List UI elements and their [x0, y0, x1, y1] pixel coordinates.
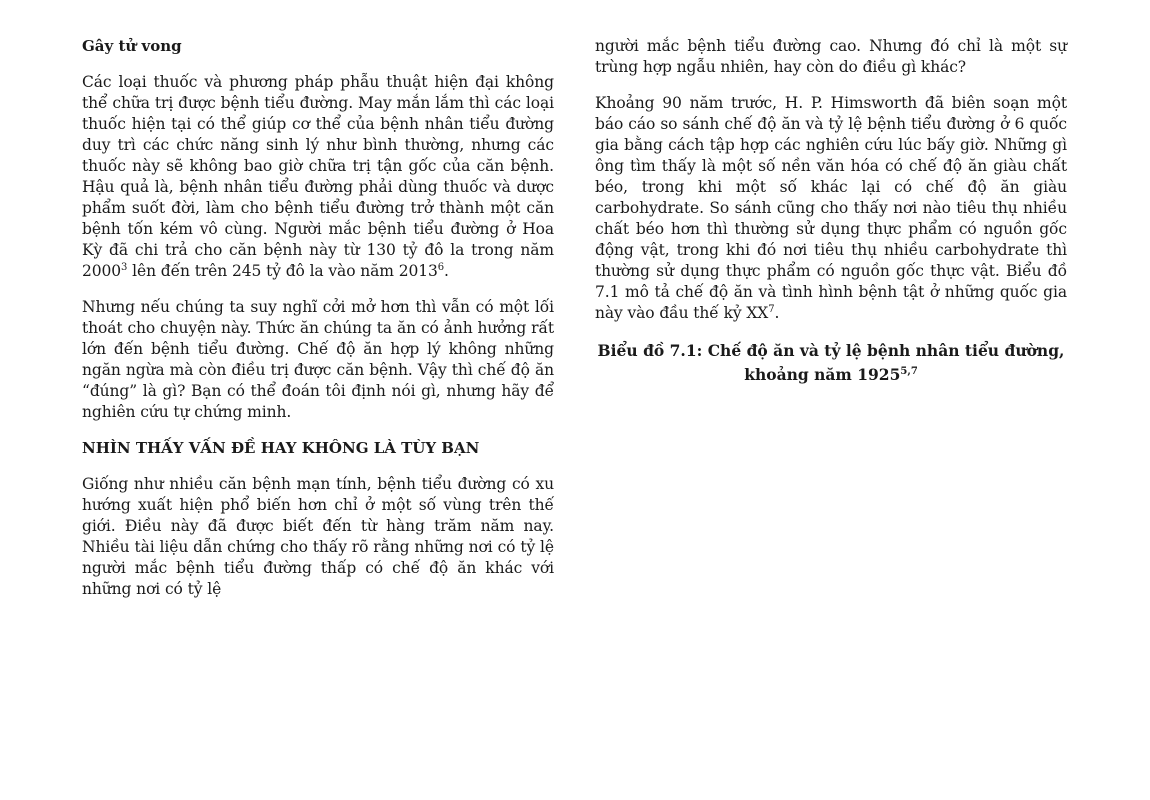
paragraph-text: .	[774, 304, 780, 322]
footnote-ref[interactable]: 6	[437, 262, 445, 273]
section-heading-mortality: Gây tử vong	[82, 37, 182, 55]
footnote-ref[interactable]: 7	[768, 304, 775, 315]
footnote-ref[interactable]: 3	[121, 262, 128, 273]
paragraph-regional-prevalence: Giống như nhiều căn bệnh mạn tính, bệnh tiểu đường có xu hướng xuất hiện phổ biến hơn chỉ ở một số vùng trên thế giới. Điều này đã được biết đến từ hàng trăm năm nay. Nhiều tài liệu dẫn chứng cho thấy rõ rằng những nơi có tỷ lệ người mắc bệnh tiểu đường thấp có chế độ ăn khác với những nơi có tỷ lệ	[82, 475, 554, 598]
caption-text: khoảng năm 1925	[744, 365, 901, 384]
caption-line-1: Biểu đồ 7.1: Chế độ ăn và tỷ lệ bệnh nhân tiểu đường,	[597, 341, 1065, 360]
paragraph-text: .	[444, 262, 449, 280]
caption-line-2	[595, 363, 1067, 387]
paragraph-treatment-cost	[82, 72, 554, 282]
paragraph-text: Các loại thuốc và phương pháp phẫu thuật hiện đại không thể chữa trị được bệnh tiểu đường. May mắn lắm thì các loại thuốc hiện tại có thể giúp cơ thể của bệnh nhân tiểu đường duy trì các chức năng sinh lý như bình thường, nhưng các thuốc này sẽ không bao giờ chữa trị tận gốc của căn bệnh. Hậu quả là, bệnh nhân tiểu đường phải dùng thuốc và dược phẩm suốt đời, làm cho bệnh tiểu đường trở thành một căn bệnh tốn kém vô cùng. Người mắc bệnh tiểu đường ở Hoa Kỳ đã chi trả cho căn bệnh này từ 130 tỷ đô la trong năm 2000	[82, 73, 554, 280]
figure-caption	[595, 339, 1067, 387]
left-column	[82, 36, 554, 615]
paragraph-coincidence: người mắc bệnh tiểu đường cao. Nhưng đó chỉ là một sự trùng hợp ngẫu nhiên, hay còn do điều gì khác?	[595, 37, 1067, 76]
paragraph-himsworth	[595, 93, 1067, 324]
section-heading-see-problem: NHÌN THẤY VẤN ĐỀ HAY KHÔNG LÀ TÙY BẠN	[82, 439, 480, 457]
paragraph-diet-solution: Nhưng nếu chúng ta suy nghĩ cởi mở hơn thì vẫn có một lối thoát cho chuyện này. Thức ăn chúng ta ăn có ảnh hưởng rất lớn đến bệnh tiểu đường. Chế độ ăn hợp lý không những ngăn ngừa mà còn điều trị được căn bệnh. Vậy thì chế độ ăn “đúng” là gì? Bạn có thể đoán tôi định nói gì, nhưng hãy để nghiên cứu tự chứng minh.	[82, 298, 554, 421]
paragraph-text: lên đến trên 245 tỷ đô la vào năm 2013	[127, 262, 438, 280]
footnote-ref[interactable]: 5,7	[900, 366, 918, 377]
paragraph-text: Khoảng 90 năm trước, H. P. Himsworth đã biên soạn một báo cáo so sánh chế độ ăn và tỷ lệ bệnh tiểu đường ở 6 quốc gia bằng cách tập hợp các nghiên cứu lúc bấy giờ. Những gì ông tìm thấy là một số nền văn hóa có chế độ ăn giàu chất béo, trong khi một số khác lại có chế độ ăn giàu carbohydrate. So sánh cũng cho thấy nơi nào tiêu thụ nhiều chất béo hơn thì thường sử dụng thực phẩm có nguồn gốc động vật, trong khi đó nơi tiêu thụ nhiều carbohydrate thì thường sử dụng thực phẩm có nguồn gốc thực vật. Biểu đồ 7.1 mô tả chế độ ăn và tình hình bệnh tật ở những quốc gia này vào đầu thế kỷ XX	[595, 94, 1067, 322]
right-column	[595, 36, 1067, 387]
